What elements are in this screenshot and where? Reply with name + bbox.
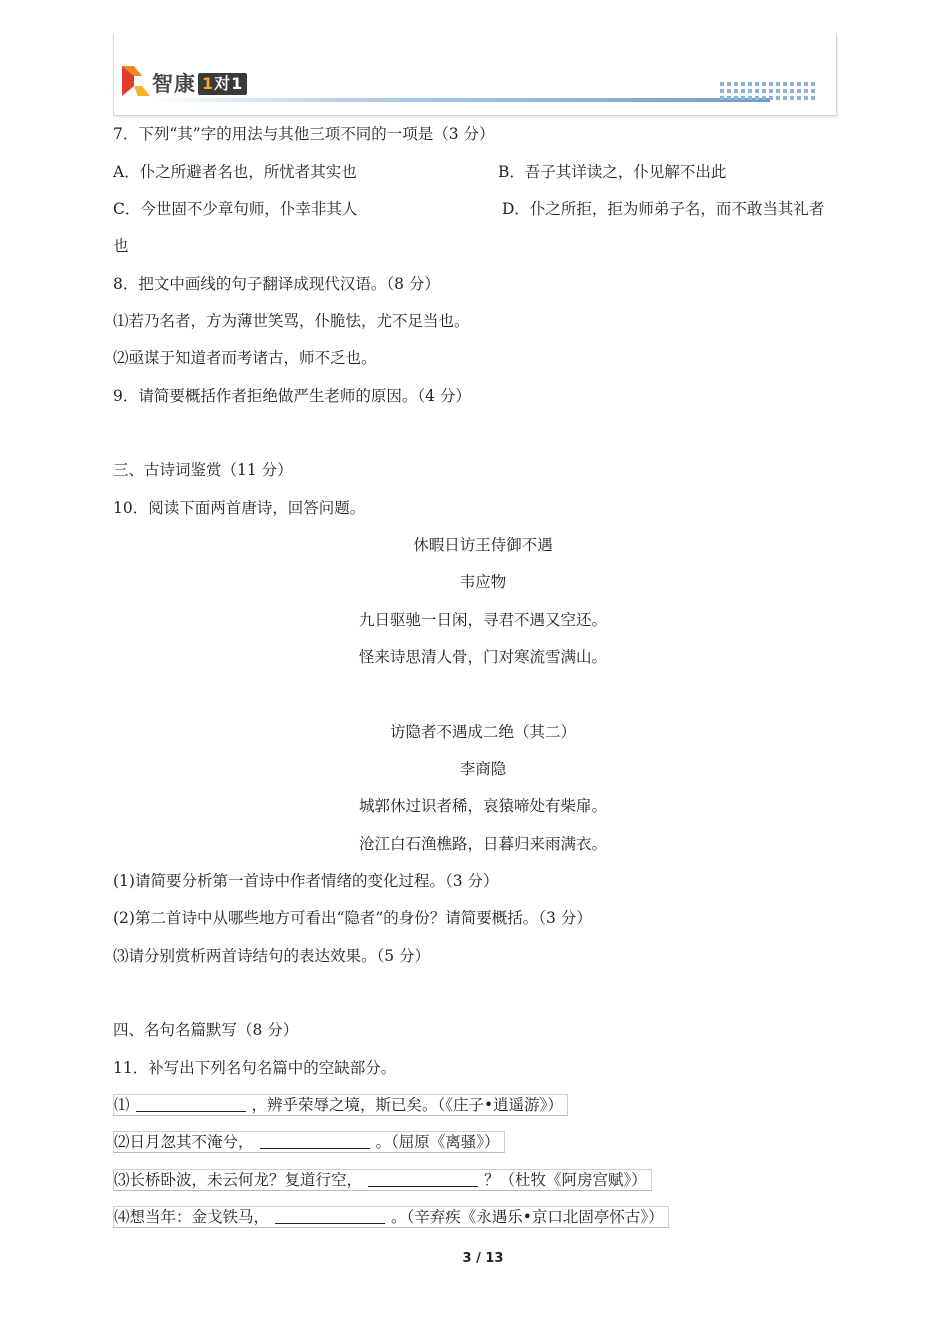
page-number: 3 / 13 — [462, 1251, 504, 1266]
poem-1-line-1: 九日驱驰一日闲，寻君不遇又空还。 — [358, 611, 607, 629]
fill-blank-3[interactable] — [368, 1170, 478, 1187]
question-8-sub-2: ⑵亟谋于知道者而考诸古，师不乏也。 — [113, 349, 377, 367]
fill-blank-2[interactable] — [260, 1132, 370, 1149]
fill-item-1 — [113, 1095, 568, 1115]
fill-item-1-box: ⑴ ，辨乎荣辱之境，斯已矣。（《庄子•逍遥游》） — [113, 1094, 568, 1116]
brand-mark-icon — [122, 66, 150, 96]
fill-blank-1[interactable] — [136, 1095, 246, 1112]
question-7-option-b: B．吾子其详读之，仆见解不出此 — [498, 163, 727, 181]
question-7-option-d: D．仆之所拒，拒为师弟子名，而不敢当其礼者 — [502, 200, 825, 218]
fill-item-4-box: ⑷想当年：金戈铁马， 。（辛弃疾《永遇乐•京口北固亭怀古》） — [113, 1206, 669, 1228]
fill-item-2 — [113, 1132, 505, 1152]
poem-1-author: 韦应物 — [459, 573, 507, 591]
question-10-sub-3: ⑶请分别赏析两首诗结句的表达效果。（5 分） — [113, 947, 431, 965]
question-8-stem: 8．把文中画线的句子翻译成现代汉语。（8 分） — [113, 275, 440, 293]
header-dot-pattern-icon — [720, 80, 830, 106]
brand-wordmark: 智康 1对1 — [152, 68, 247, 98]
brand-badge: 1对1 — [198, 73, 247, 95]
question-10-sub-2: (2)第二首诗中从哪些地方可看出“隐者”的身份？请简要概括。（3 分） — [113, 909, 592, 927]
question-10-sub-1: (1)请简要分析第一首诗中作者情绪的变化过程。（3 分） — [113, 872, 499, 890]
section-4-title: 四、名句名篇默写（8 分） — [113, 1021, 299, 1039]
poem-2-line-2: 沧江白石渔樵路，日暮归来雨满衣。 — [358, 835, 607, 853]
fill-item-3-box: ⑶长桥卧波，未云何龙？复道行空， ？（杜牧《阿房宫赋》） — [113, 1169, 652, 1191]
question-7-option-a: A．仆之所避者名也，所忧者其实也 — [113, 163, 357, 181]
question-9-stem: 9．请简要概括作者拒绝做严生老师的原因。（4 分） — [113, 387, 471, 405]
poem-2-line-1: 城郭休过识者稀，哀猿啼处有柴扉。 — [358, 797, 607, 815]
poem-2-author: 李商隐 — [459, 760, 507, 778]
question-7-option-c: C．今世固不少章句师，仆幸非其人 — [113, 200, 358, 218]
fill-item-2-box: ⑵日月忽其不淹兮， 。（屈原《离骚》） — [113, 1131, 505, 1153]
question-10-stem: 10．阅读下面两首唐诗，回答问题。 — [113, 499, 366, 517]
question-7-option-d-continued: 也 — [113, 237, 129, 255]
question-11-stem: 11．补写出下列名句名篇中的空缺部分。 — [113, 1059, 397, 1077]
question-7-stem: 7．下列“其”字的用法与其他三项不同的一项是（3 分） — [113, 125, 495, 143]
header-decorative-line — [150, 98, 770, 102]
fill-blank-4[interactable] — [275, 1207, 385, 1224]
poem-1-line-2: 怪来诗思清人骨，门对寒流雪满山。 — [358, 648, 607, 666]
fill-item-4 — [113, 1207, 669, 1227]
question-8-sub-1: ⑴若乃名者，方为薄世笑骂，仆脆怯，尤不足当也。 — [113, 312, 470, 330]
fill-item-3 — [113, 1170, 652, 1190]
section-3-title: 三、古诗词鉴赏（11 分） — [113, 461, 293, 479]
poem-2-title: 访隐者不遇成二绝（其二） — [389, 723, 576, 741]
poem-1-title: 休暇日访王侍御不遇 — [413, 536, 553, 554]
